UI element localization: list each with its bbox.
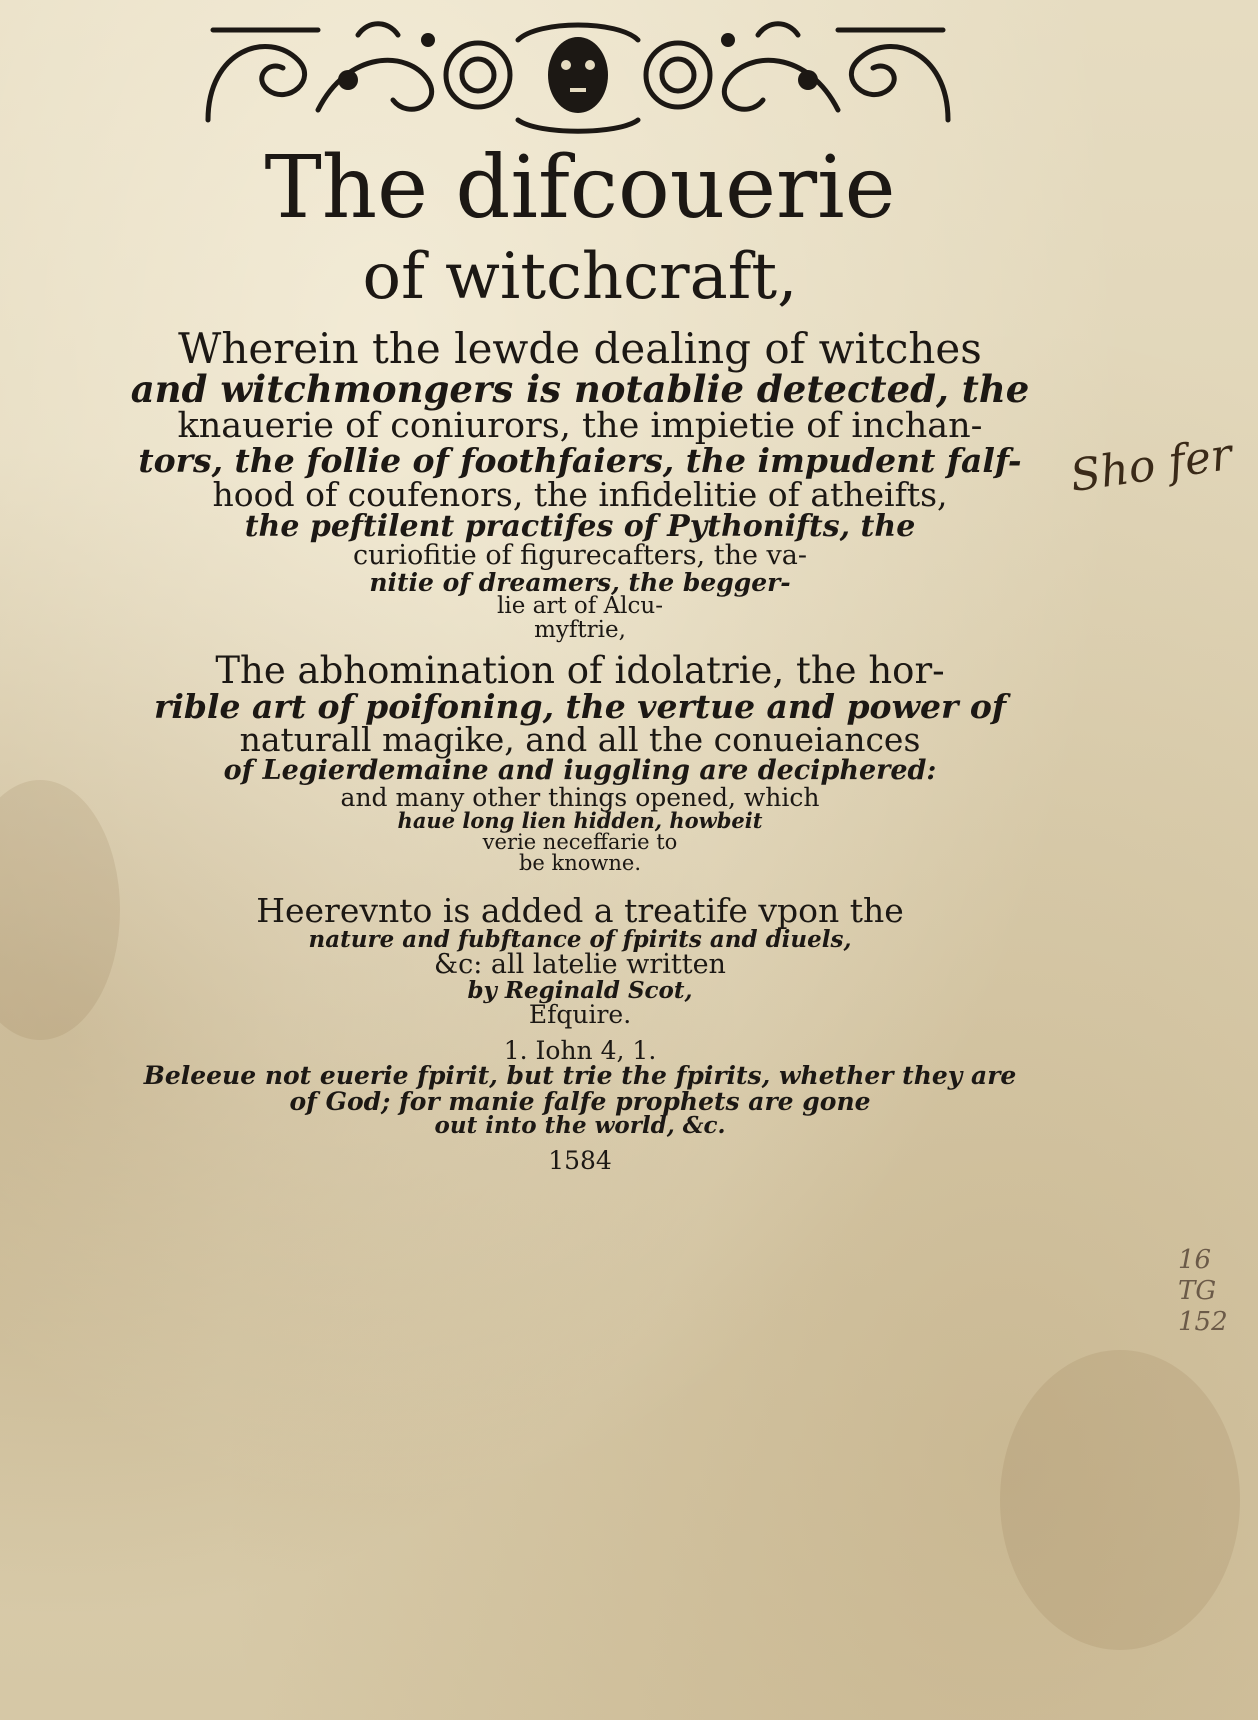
body-line: of Legierdemaine and iuggling are deciphered: <box>223 755 937 787</box>
body-line: and witchmongers is notablie detected, the <box>130 366 1030 411</box>
scripture-line: out into the world, &c. <box>434 1112 726 1140</box>
body-line: tors, the follie of foothfaiers, the impudent falf- <box>138 441 1022 481</box>
marginalia-lower-line: 16 <box>1178 1245 1212 1275</box>
body-line: curiofitie of figurecafters, the va- <box>352 540 807 572</box>
paper-stain <box>1000 1350 1240 1650</box>
body-line: lie art of Alcu- <box>497 593 663 620</box>
body-line: myftrie, <box>534 616 626 643</box>
scripture-line: of God; for manie falfe prophets are gone <box>289 1086 871 1116</box>
body-line: haue long lien hidden, howbeit <box>397 808 763 834</box>
publication-year: 1584 <box>548 1145 612 1175</box>
body-line: naturall magike, and all the conueiances <box>239 720 921 760</box>
addendum-line: nature and fubftance of fpirits and diuels, <box>308 926 852 954</box>
body-line: rible art of poifoning, the vertue and power of <box>153 686 1007 726</box>
body-line: nitie of dreamers, the begger- <box>369 567 791 597</box>
title-text-block <box>80 138 1080 1175</box>
marginalia-lower <box>1178 1245 1228 1339</box>
addendum-line: by Reginald Scot, <box>467 977 693 1005</box>
marginalia-lower-line: 152 <box>1178 1307 1228 1338</box>
addendum-line: &c: all latelie written <box>434 949 726 981</box>
addendum-line: Heerevnto is added a treatife vpon the <box>256 891 904 931</box>
body-line: verie neceffarie to <box>482 829 678 854</box>
title-line-1: The difcouerie <box>264 138 896 238</box>
scripture-reference: 1. Iohn 4, 1. <box>503 1035 657 1065</box>
body-line: Wherein the lewde dealing of witches <box>178 323 982 373</box>
body-line: knauerie of coniurors, the impietie of inchan- <box>177 405 983 446</box>
title-line-2: of witchcraft, <box>362 239 798 314</box>
scripture-line: Beleeue not euerie fpirit, but trie the fpirits, whether they are <box>143 1061 1017 1091</box>
body-line: and many other things opened, which <box>340 782 820 812</box>
headpiece-ornament-icon <box>198 10 958 140</box>
marginalia-lower-line: TG <box>1178 1276 1217 1307</box>
body-line: hood of coufenors, the infidelitie of atheifts, <box>212 474 948 514</box>
addendum-line: Efquire. <box>528 1000 632 1030</box>
marginalia-upper: Sho fer <box>1067 428 1236 503</box>
body-line: the peftilent practifes of Pythonifts, the <box>244 508 916 544</box>
body-line: be knowne. <box>518 850 642 875</box>
body-line: The abhomination of idolatrie, the hor- <box>215 649 945 693</box>
